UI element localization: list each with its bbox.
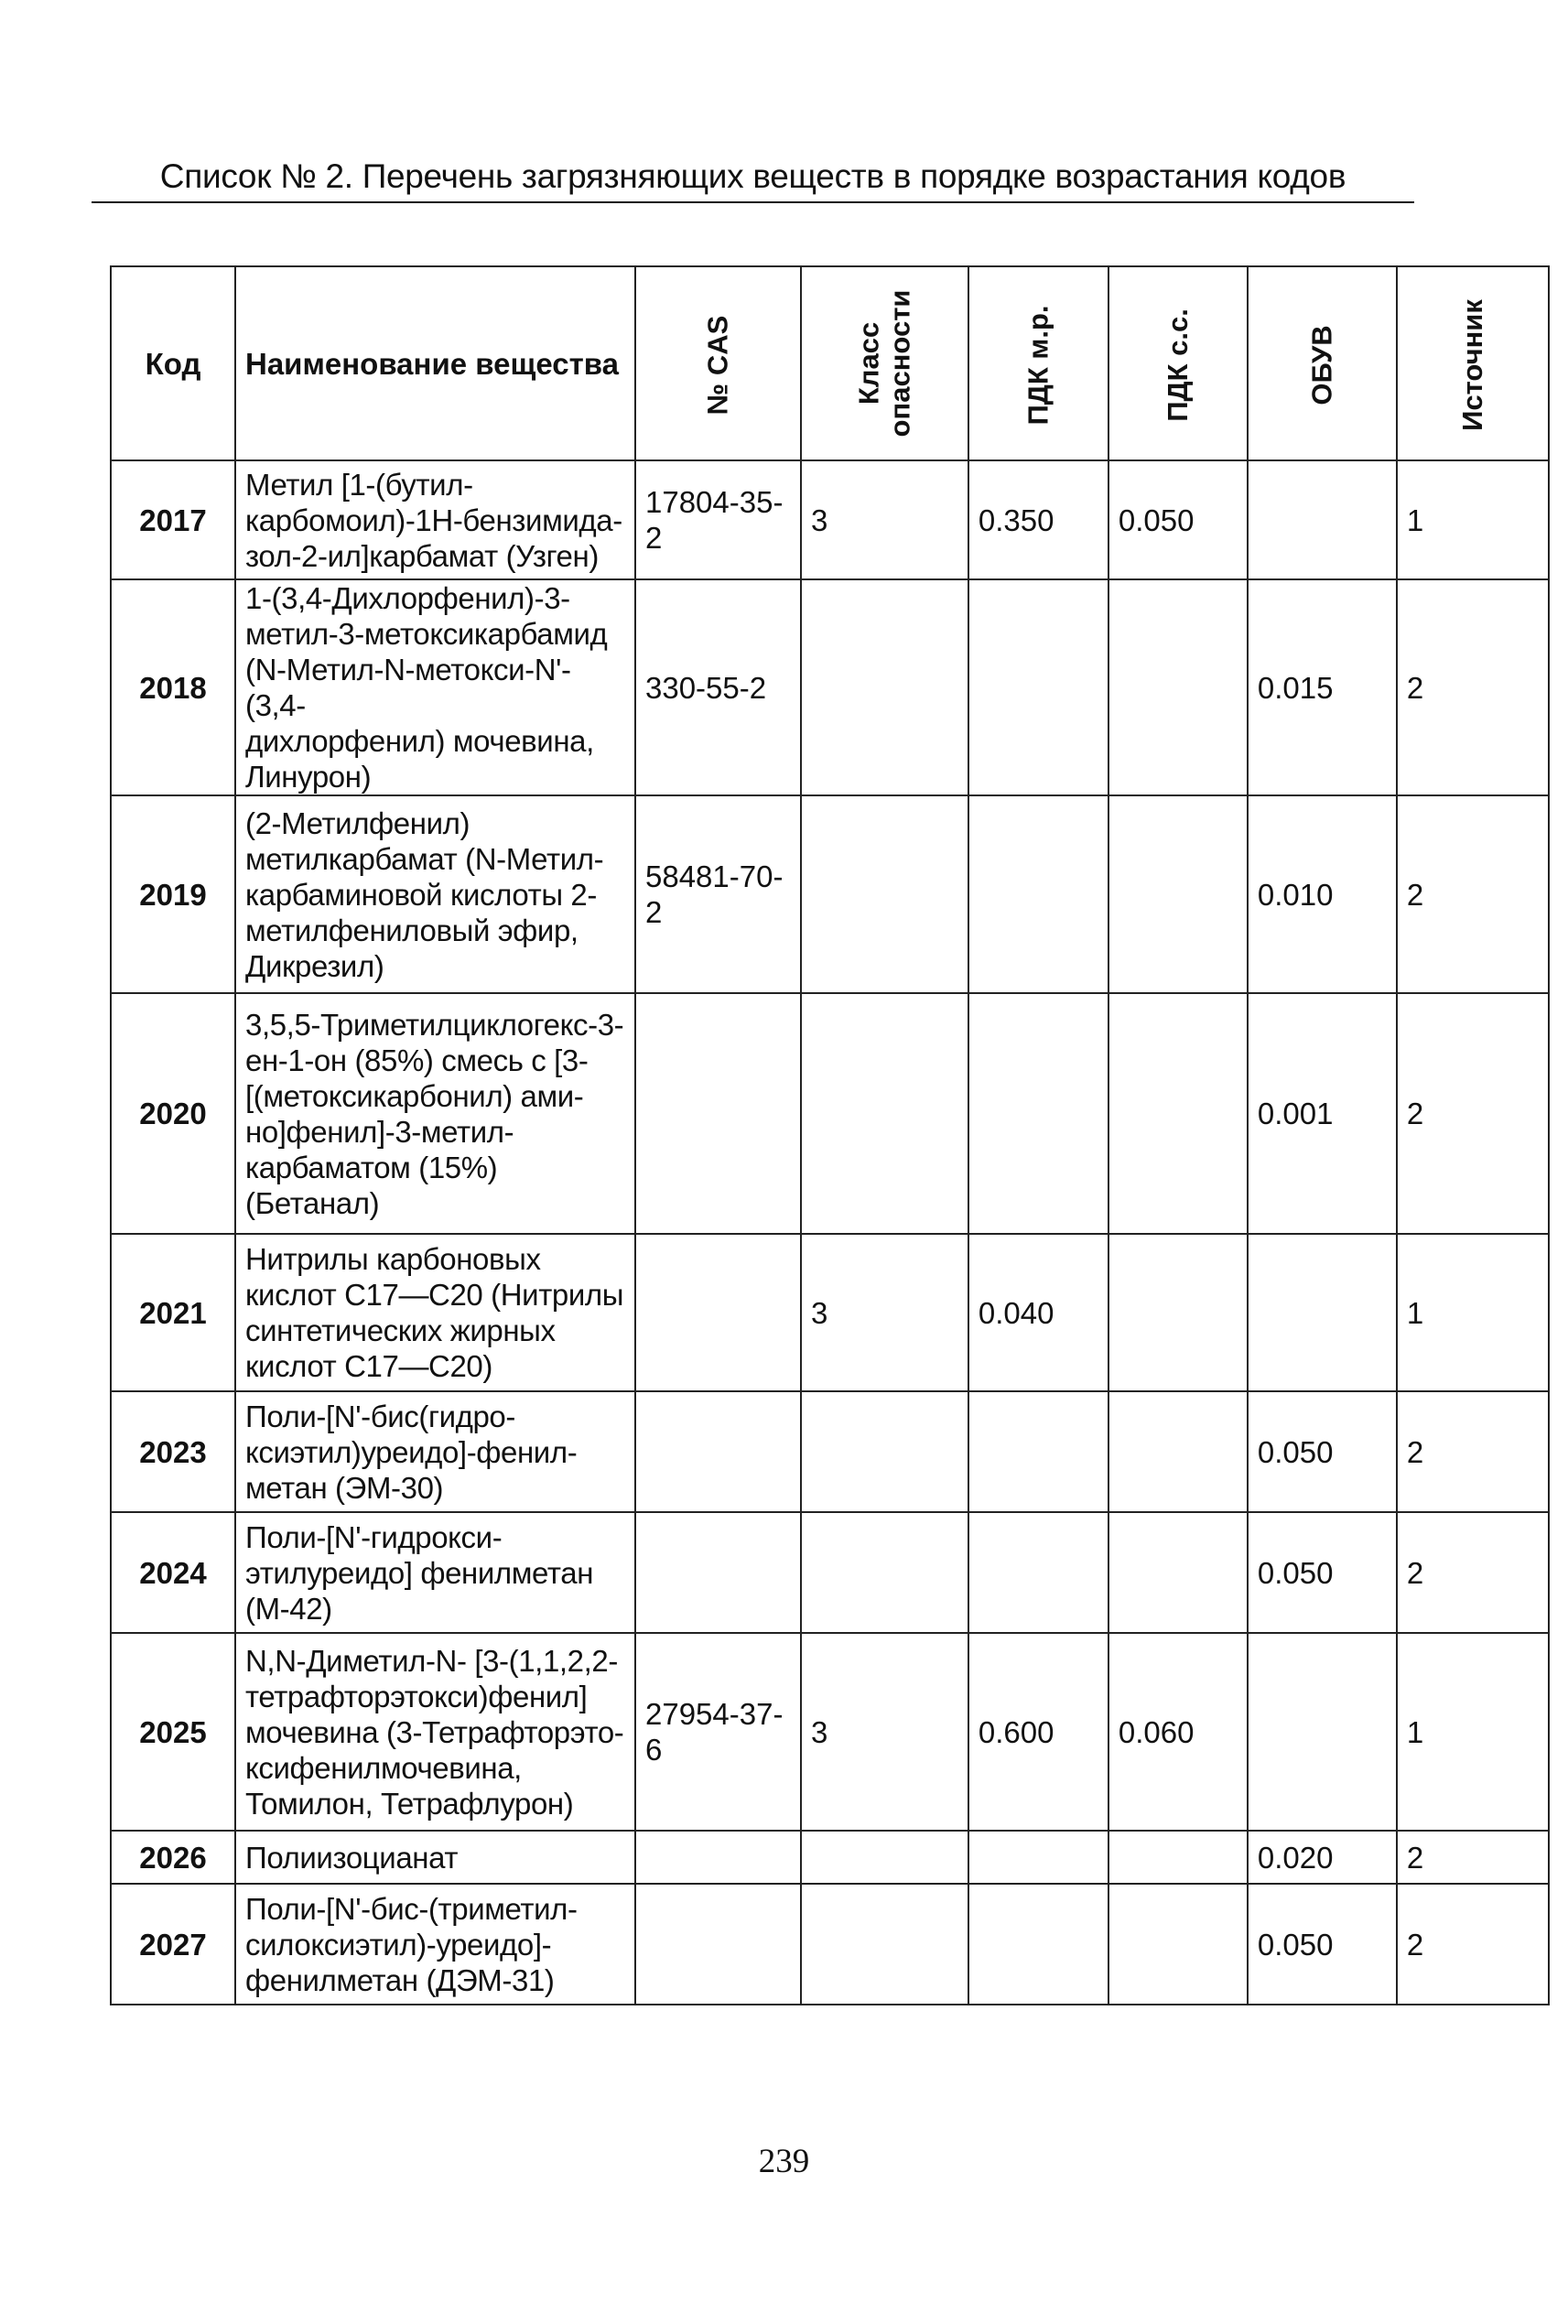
cell-pdk-ss [1108,993,1248,1234]
cell-name-line: но]фенил]-3-метил- [245,1114,514,1149]
cell-pdk-ss [1108,1391,1248,1512]
cell-cas [635,1831,801,1884]
col-header-hazard-class-line-1: Класс [852,321,885,405]
table-row [111,1884,1549,2005]
cell-code: 2017 [111,460,235,579]
table-row [111,1391,1549,1512]
cell-pdk-ss [1108,1831,1248,1884]
col-header-code: Код [111,266,235,460]
cell-hazard-class [801,795,968,993]
cell-pdk-mr [968,1512,1108,1633]
cell-pdk-ss [1108,579,1248,795]
col-header-cas [635,266,801,460]
cell-pdk-mr [968,579,1108,795]
cell-name-line: метилфениловый эфир, [245,913,579,947]
cell-pdk-ss: 0.050 [1108,460,1248,579]
cell-pdk-mr: 0.600 [968,1633,1108,1831]
cell-cas [635,1884,801,2005]
cell-source: 2 [1397,1512,1549,1633]
table-row [111,1234,1549,1391]
cell-name-line: синтетических жирных [245,1313,556,1347]
table-row [111,795,1549,993]
cell-obuv [1248,1633,1397,1831]
cell-name-line: карбаматом (15%) [245,1150,498,1184]
cell-name-line: ксиэтил)уреидо]-фенил- [245,1434,578,1469]
cell-name [235,1512,635,1633]
cell-name-line: этилуреидо] фенилметан [245,1555,594,1590]
cell-name-line: силоксиэтил)-уреидо]- [245,1927,552,1962]
cell-pdk-ss [1108,1512,1248,1633]
cell-name [235,579,635,795]
table-header-row [111,266,1549,460]
cell-name [235,1633,635,1831]
table-body [111,460,1549,2005]
cell-name-line: ен-1-он (85%) смесь с [3- [245,1043,589,1077]
cell-name-line: (N-Метил-N-метокси-N'-(3,4- [245,653,571,722]
col-header-hazard-class [801,266,968,460]
cell-obuv: 0.015 [1248,579,1397,795]
cell-pdk-ss [1108,795,1248,993]
cell-obuv: 0.050 [1248,1391,1397,1512]
cell-source: 2 [1397,795,1549,993]
cell-name-line: 1-(3,4-Дихлорфенил)-3- [245,581,570,615]
cell-name-line: Томилон, Тетрафлурон) [245,1786,574,1821]
cell-name-line: Метил [1-(бутил- [245,467,473,502]
col-header-hazard-class-line-2: опасности [883,289,916,437]
cell-pdk-mr [968,795,1108,993]
cell-name-line: Полиизоцианат [245,1840,459,1875]
cell-name-line: фенилметан (ДЭМ-31) [245,1962,555,1997]
cell-code: 2023 [111,1391,235,1512]
col-header-name: Наименование вещества [235,266,635,460]
cell-cas: 58481-70-2 [635,795,801,993]
cell-pdk-mr [968,1391,1108,1512]
col-header-source [1397,266,1549,460]
cell-obuv: 0.020 [1248,1831,1397,1884]
page-heading: Список № 2. Перечень загрязняющих веществ в порядке возрастания кодов [159,157,1346,195]
cell-name-line: карбомоил)-1Н-бензимида- [245,503,622,537]
cell-name-line: Поли-[N'-бис-(триметил- [245,1891,578,1926]
col-header-obuv-label: ОБУВ [1305,324,1338,405]
cell-source: 1 [1397,1234,1549,1391]
table-row [111,993,1549,1234]
cell-hazard-class [801,1512,968,1633]
cell-name-line: Поли-[N'-гидрокси- [245,1519,503,1554]
cell-code: 2018 [111,579,235,795]
cell-obuv: 0.001 [1248,993,1397,1234]
cell-code: 2021 [111,1234,235,1391]
cell-source: 1 [1397,1633,1549,1831]
cell-obuv [1248,460,1397,579]
cell-name-line: (М-42) [245,1591,332,1626]
cell-pdk-mr: 0.040 [968,1234,1108,1391]
cell-pdk-mr [968,993,1108,1234]
cell-code: 2026 [111,1831,235,1884]
col-header-obuv [1248,266,1397,460]
cell-name-line: кислот С17—С20 (Нитрилы [245,1278,624,1312]
cell-name-line: (Бетанал) [245,1185,380,1220]
cell-pdk-ss [1108,1234,1248,1391]
col-header-source-label: Источник [1455,298,1488,431]
cell-name-line: ксифенилмочевина, [245,1750,522,1785]
cell-name-line: тетрафторэтокси)фенил] [245,1679,588,1713]
cell-name-line: Линурон) [245,760,372,794]
cell-name-line: 3,5,5-Триметилциклогекс-3- [245,1007,624,1042]
cell-name [235,1884,635,2005]
cell-obuv: 0.050 [1248,1884,1397,2005]
cell-name [235,1831,635,1884]
cell-name-line: дихлорфенил) мочевина, [245,724,594,758]
cell-cas: 330-55-2 [635,579,801,795]
col-header-pdk-ss-label: ПДК с.с. [1161,308,1194,422]
cell-source: 2 [1397,993,1549,1234]
cell-pdk-mr: 0.350 [968,460,1108,579]
cell-code: 2019 [111,795,235,993]
cell-source: 1 [1397,460,1549,579]
cell-name-line: [(метоксикарбонил) ами- [245,1078,584,1113]
cell-pdk-ss: 0.060 [1108,1633,1248,1831]
cell-cas [635,1234,801,1391]
cell-name-line: (2-Метилфенил) [245,805,470,840]
cell-cas: 27954-37-6 [635,1633,801,1831]
cell-hazard-class: 3 [801,460,968,579]
cell-name-line: Поли-[N'-бис(гидро- [245,1399,515,1433]
cell-pdk-mr [968,1884,1108,2005]
cell-source: 2 [1397,1391,1549,1512]
table-row [111,1831,1549,1884]
cell-obuv [1248,1234,1397,1391]
cell-hazard-class [801,1831,968,1884]
cell-pdk-mr [968,1831,1108,1884]
cell-hazard-class [801,993,968,1234]
cell-name-line: карбаминовой кислоты 2- [245,877,597,912]
col-header-pdk-ss [1108,266,1248,460]
substances-table [110,265,1550,2005]
col-header-pdk-mr-label: ПДК м.р. [1022,305,1054,425]
cell-code: 2020 [111,993,235,1234]
cell-name-line: мочевина (3-Тетрафторэто- [245,1714,624,1749]
cell-name [235,1234,635,1391]
page-number: 239 [758,2143,810,2180]
cell-obuv: 0.050 [1248,1512,1397,1633]
cell-source: 2 [1397,579,1549,795]
cell-hazard-class: 3 [801,1633,968,1831]
cell-name [235,993,635,1234]
cell-cas [635,1391,801,1512]
cell-name-line: кислот С17—С20) [245,1349,492,1383]
table-row [111,1512,1549,1633]
cell-cas: 17804-35-2 [635,460,801,579]
cell-cas [635,993,801,1234]
col-header-hazard-class-label [853,289,915,437]
heading-underline [92,201,1414,203]
cell-name-line: Дикрезил) [245,948,384,983]
cell-name [235,795,635,993]
cell-hazard-class [801,1391,968,1512]
cell-code: 2024 [111,1512,235,1633]
cell-name [235,460,635,579]
cell-name-line: метилкарбамат (N-Метил- [245,841,604,876]
cell-source: 2 [1397,1884,1549,2005]
cell-hazard-class [801,1884,968,2005]
cell-obuv: 0.010 [1248,795,1397,993]
cell-name-line: N,N-Диметил-N- [3-(1,1,2,2- [245,1643,618,1678]
cell-name [235,1391,635,1512]
cell-hazard-class: 3 [801,1234,968,1391]
cell-name-line: метил-3-метоксикарбамид [245,617,608,651]
table-row [111,460,1549,579]
cell-hazard-class [801,579,968,795]
table-row [111,579,1549,795]
table-row [111,1633,1549,1831]
cell-name-line: Нитрилы карбоновых [245,1242,541,1276]
cell-name-line: метан (ЭМ-30) [245,1470,444,1505]
cell-code: 2027 [111,1884,235,2005]
cell-code: 2025 [111,1633,235,1831]
col-header-cas-label: № CAS [701,315,734,415]
cell-cas [635,1512,801,1633]
col-header-pdk-mr [968,266,1108,460]
cell-pdk-ss [1108,1884,1248,2005]
cell-name-line: зол-2-ил]карбамат (Узген) [245,538,599,573]
cell-source: 2 [1397,1831,1549,1884]
